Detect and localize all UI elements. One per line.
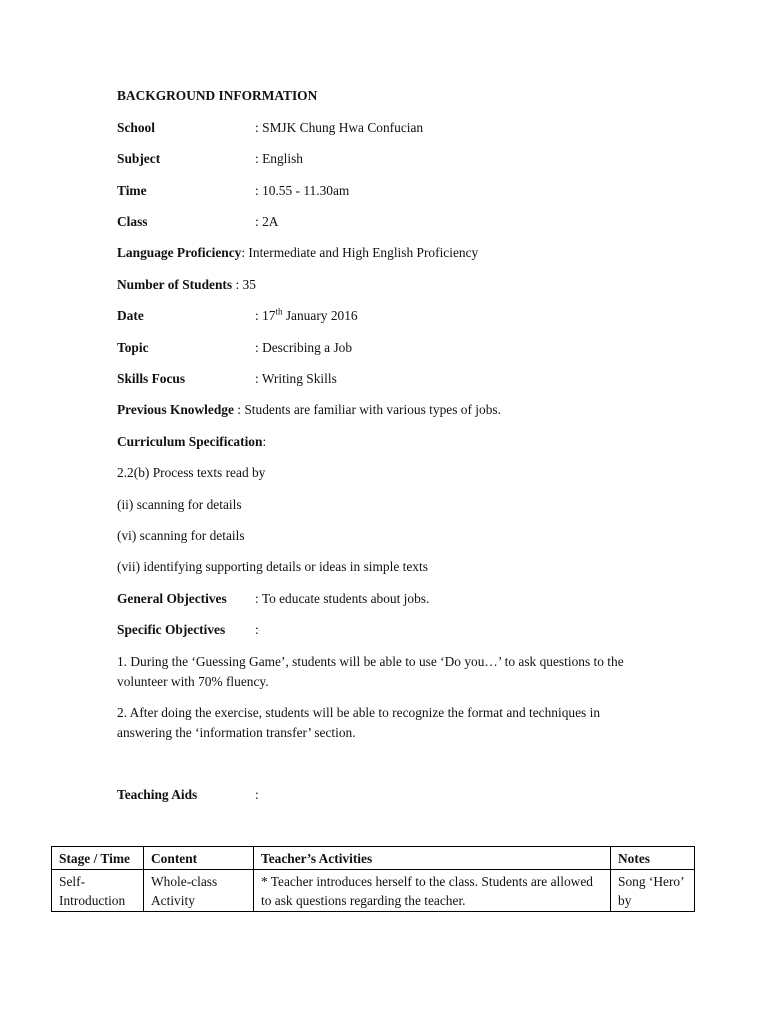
column-header-teachers-activities: Teacher’s Activities xyxy=(254,847,611,870)
column-header-content: Content xyxy=(144,847,254,870)
specific-objective-item: 1. During the ‘Guessing Game’, students will be able to use ‘Do you…’ to ask questions to the volunteer with 70% fluency. xyxy=(117,654,624,689)
curriculum-specification-heading: Curriculum Specification: xyxy=(117,434,267,449)
field-previous-knowledge xyxy=(117,402,501,418)
specific-objectives-colon: : xyxy=(255,622,259,637)
column-header-notes: Notes xyxy=(611,847,695,870)
curriculum-item: (vi) scanning for details xyxy=(117,528,245,543)
field-language-proficiency-label: Language Proficiency xyxy=(117,245,242,260)
general-objectives-value: : To educate students about jobs. xyxy=(255,591,430,606)
field-class-value: : 2A xyxy=(255,214,279,229)
teaching-aids-colon: : xyxy=(255,787,259,802)
curriculum-item: 2.2(b) Process texts read by xyxy=(117,465,266,480)
curriculum-item: (vii) identifying supporting details or ideas in simple texts xyxy=(117,559,428,574)
field-date-label: Date xyxy=(117,308,144,323)
field-subject-label: Subject xyxy=(117,151,161,166)
specific-objective-item: 2. After doing the exercise, students will be able to recognize the format and techniques in answering the ‘information transfer’ section. xyxy=(117,705,601,740)
field-previous-knowledge-label: Previous Knowledge xyxy=(117,402,234,417)
specific-objectives-label: Specific Objectives xyxy=(117,622,226,637)
field-previous-knowledge-value: : Students are familiar with various types of jobs. xyxy=(237,402,501,417)
table-cell: * Teacher introduces herself to the class. Students are allowed to ask questions regarding the teacher. xyxy=(254,870,611,912)
table-header-row xyxy=(52,847,695,870)
general-objectives-label: General Objectives xyxy=(117,591,227,606)
field-skills-focus-value: : Writing Skills xyxy=(255,371,337,386)
field-language-proficiency-value: : Intermediate and High English Proficiency xyxy=(241,245,479,260)
field-school-value: : SMJK Chung Hwa Confucian xyxy=(255,120,424,135)
table-cell: Whole-class Activity xyxy=(144,870,254,912)
field-language-proficiency xyxy=(117,245,478,261)
field-number-of-students-label: Number of Students xyxy=(117,277,233,292)
column-header-stage-time: Stage / Time xyxy=(52,847,144,870)
table-row xyxy=(52,870,695,912)
field-skills-focus-label: Skills Focus xyxy=(117,371,186,386)
field-number-of-students-value: : 35 xyxy=(235,277,256,292)
table-cell: Self-Introduction xyxy=(52,870,144,912)
document-heading: BACKGROUND INFORMATION xyxy=(117,88,318,103)
field-school-label: School xyxy=(117,120,155,135)
field-time-value: : 10.55 - 11.30am xyxy=(255,183,350,198)
curriculum-item: (ii) scanning for details xyxy=(117,497,242,512)
field-subject-value: : English xyxy=(255,151,303,166)
field-topic-label: Topic xyxy=(117,340,149,355)
teaching-aids-label: Teaching Aids xyxy=(117,787,198,802)
field-number-of-students xyxy=(117,277,256,293)
table-cell: Song ‘Hero’ by xyxy=(611,870,695,912)
field-class-label: Class xyxy=(117,214,148,229)
field-time-label: Time xyxy=(117,183,147,198)
lesson-plan-table xyxy=(51,846,695,912)
field-date-value: : 17th January 2016 xyxy=(255,306,358,323)
field-topic-value: : Describing a Job xyxy=(255,340,353,355)
